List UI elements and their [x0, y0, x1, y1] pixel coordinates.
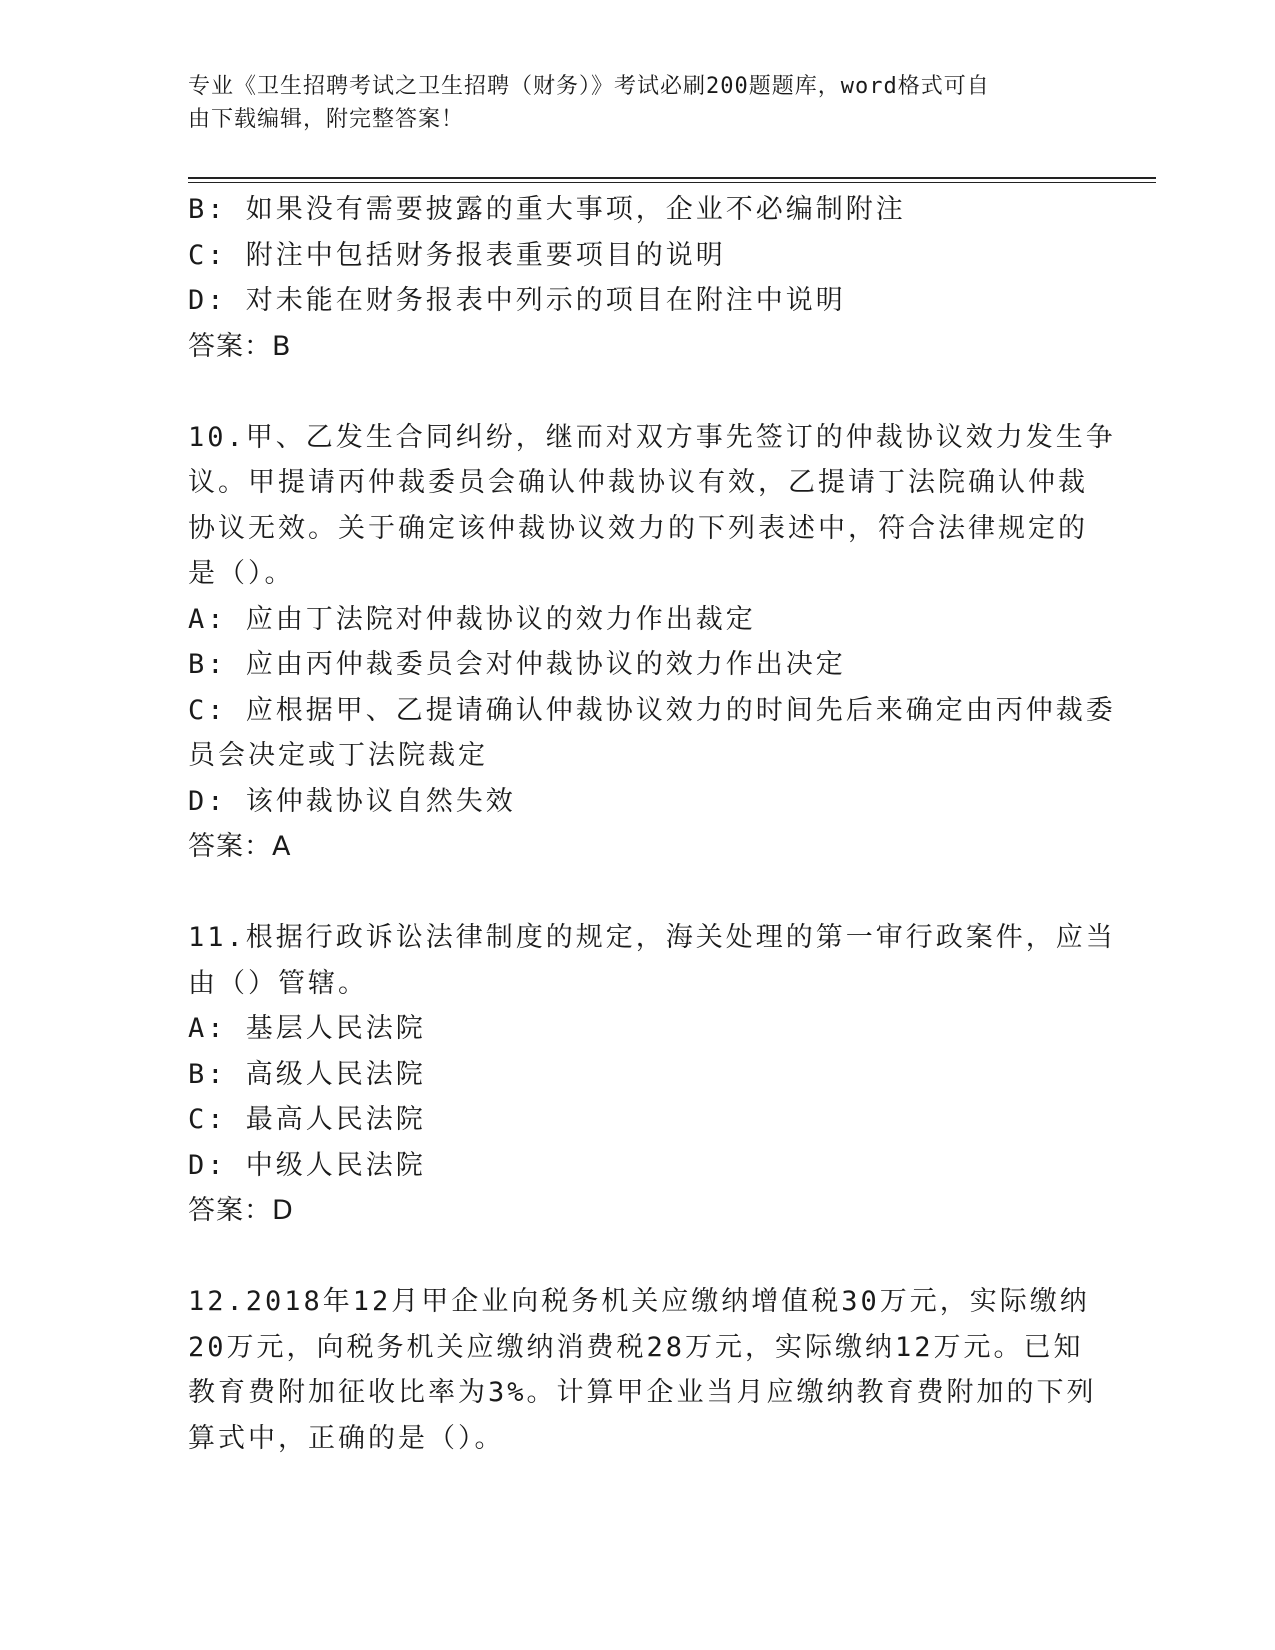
option-c: C: 附注中包括财务报表重要项目的说明 — [188, 239, 726, 271]
option-d: D: 中级人民法院 — [188, 1149, 426, 1181]
option-d: D: 对未能在财务报表中列示的项目在附注中说明 — [188, 285, 846, 316]
answer: 答案：D — [188, 1195, 294, 1226]
question-stem-line: 12.2018年12月甲企业向税务机关应缴纳增值税30万元，实际缴纳 — [188, 1286, 1090, 1317]
option-c: C: 最高人民法院 — [188, 1104, 426, 1135]
option-b: B: 如果没有需要披露的重大事项，企业不必编制附注 — [188, 194, 906, 225]
option-c-continued: 员会决定或丁法院裁定 — [188, 740, 488, 771]
question-stem-line: 由（）管辖。 — [188, 967, 368, 999]
spacer — [188, 1234, 1088, 1280]
question-stem-line: 11.根据行政诉讼法律制度的规定，海关处理的第一审行政案件，应当 — [188, 922, 1116, 953]
spacer — [188, 870, 1088, 916]
question-stem-line: 20万元，向税务机关应缴纳消费税28万元，实际缴纳12万元。已知 — [188, 1331, 1084, 1363]
question-stem-line: 算式中，正确的是（）。 — [188, 1422, 505, 1454]
header-line-2: 由下载编辑，附完整答案！ — [188, 107, 465, 132]
question-10 — [188, 415, 1116, 870]
spacer — [188, 369, 1088, 415]
question-stem-line: 10.甲、乙发生合同纠纷，继而对双方事先签订的仲裁协议效力发生争 — [188, 421, 1116, 453]
header-line-1: 专业《卫生招聘考试之卫生招聘（财务）》考试必刷200题题库，word格式可自 — [188, 74, 990, 99]
answer: 答案：B — [188, 330, 292, 362]
question-stem-line: 议。甲提请丙仲裁委员会确认仲裁协议有效，乙提请丁法院确认仲裁 — [188, 467, 1088, 498]
question-stem-line: 协议无效。关于确定该仲裁协议效力的下列表述中，符合法律规定的 — [188, 512, 1088, 544]
question-stem-line: 教育费附加征收比率为3%。计算甲企业当月应缴纳教育费附加的下列 — [188, 1377, 1097, 1408]
question-9-tail — [188, 187, 1088, 369]
header-rule — [188, 177, 1156, 183]
question-11 — [188, 915, 1116, 1234]
answer: 答案：A — [188, 831, 292, 862]
question-12 — [188, 1279, 1097, 1461]
option-d: D: 该仲裁协议自然失效 — [188, 785, 516, 817]
option-b: B: 应由丙仲裁委员会对仲裁协议的效力作出决定 — [188, 649, 846, 680]
document-header — [188, 70, 1068, 136]
option-a: A: 基层人民法院 — [188, 1013, 426, 1044]
option-b: B: 高级人民法院 — [188, 1058, 426, 1090]
option-c: C: 应根据甲、乙提请确认仲裁协议效力的时间先后来确定由丙仲裁委 — [188, 694, 1116, 726]
option-a: A: 应由丁法院对仲裁协议的效力作出裁定 — [188, 603, 756, 635]
document-body — [188, 187, 1116, 1461]
question-stem-line: 是（）。 — [188, 558, 295, 589]
